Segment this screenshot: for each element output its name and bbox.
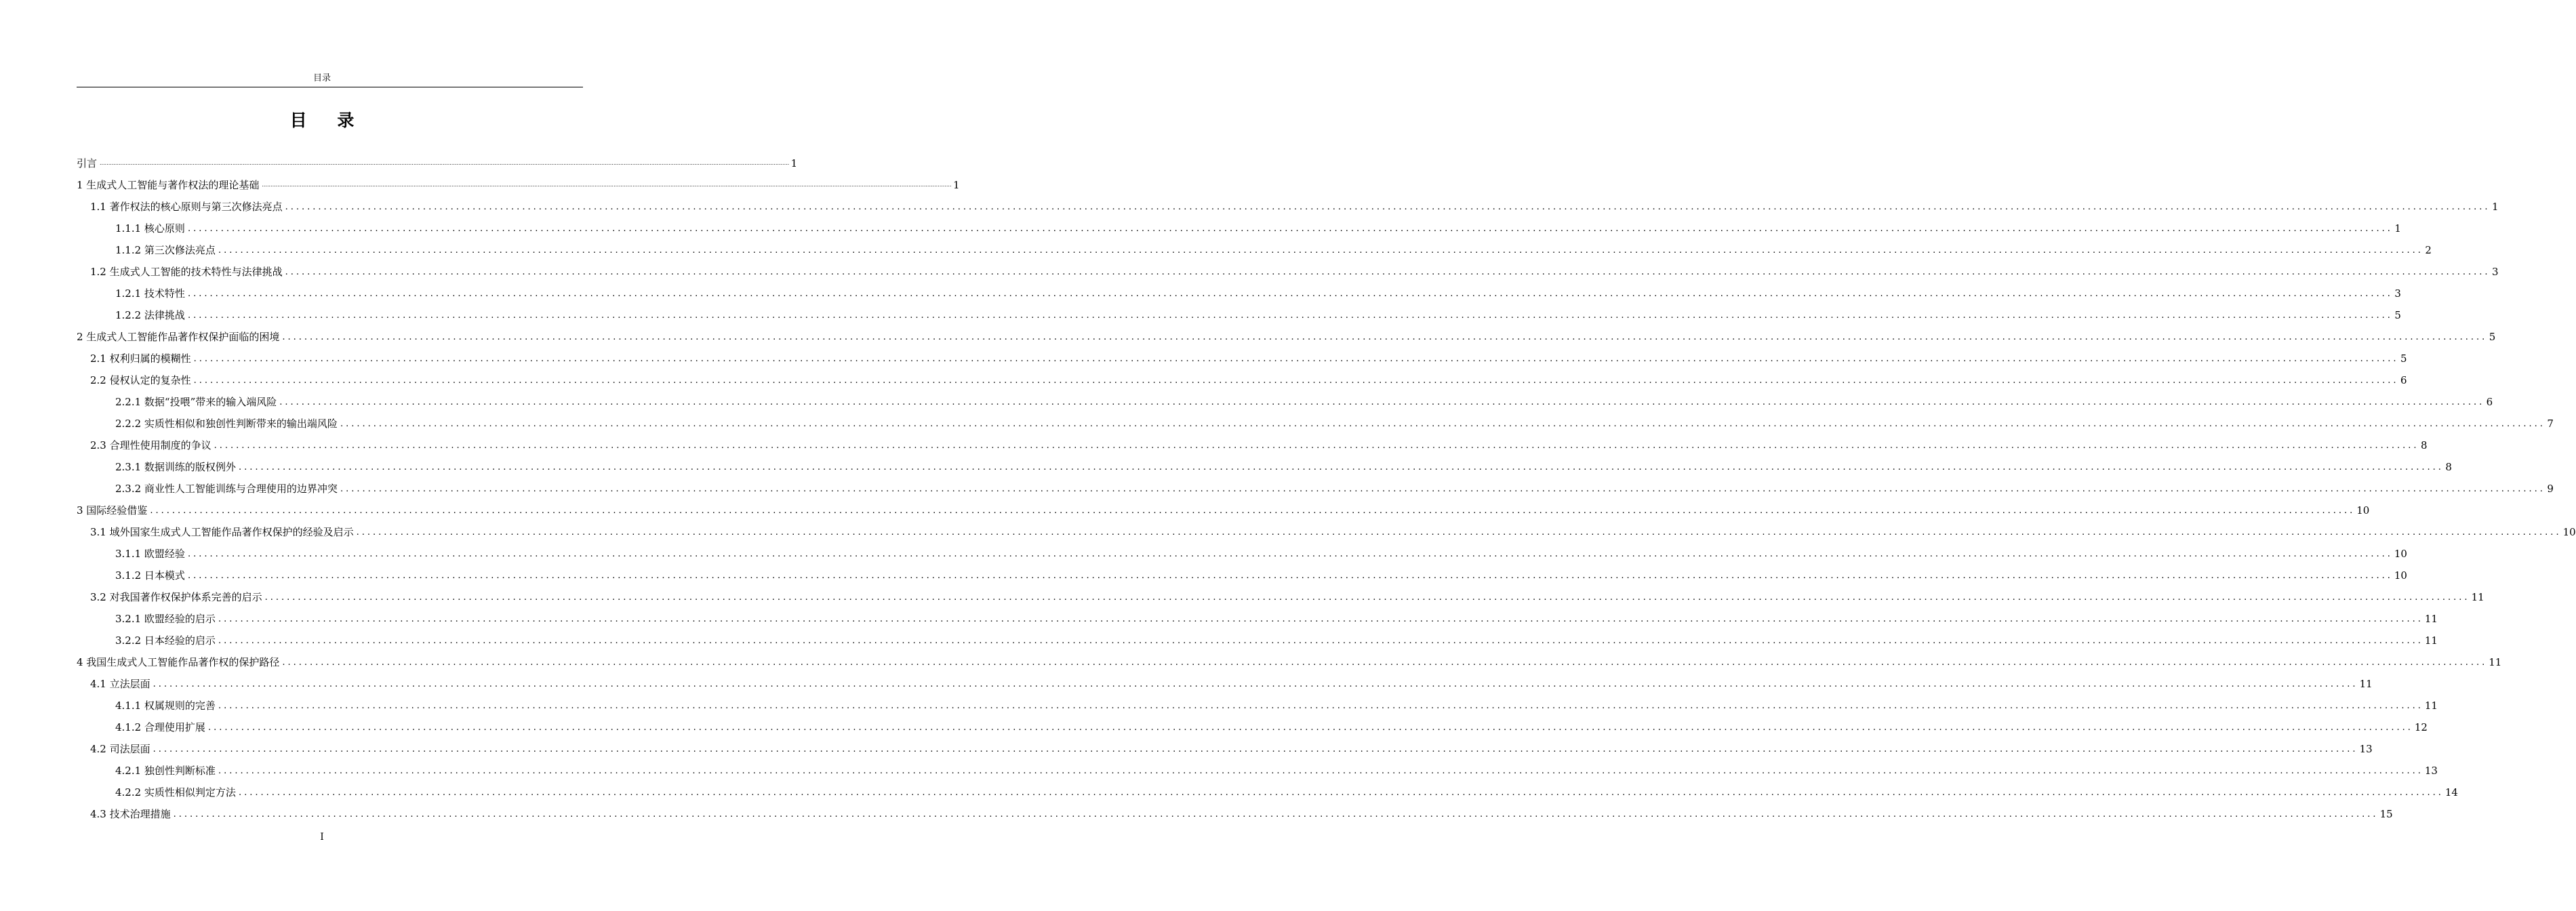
dot-leader: ................................................................................................................................................................................................................................................................................................................................................................................................................: [218, 614, 2423, 624]
toc-entry[interactable]: [77, 714, 2428, 736]
toc-entry[interactable]: [77, 281, 2401, 302]
toc-entry-label: 4.2.1 独创性判断标准: [115, 765, 216, 777]
toc-entry-label: 3.2 对我国著作权保护体系完善的启示: [90, 591, 262, 603]
dot-leader: ................................................................................................................................................................................................................................................................................................................................................................................................................: [100, 160, 790, 166]
toc-entry-page: 13: [2424, 765, 2438, 777]
toc-entry[interactable]: [77, 541, 2407, 563]
toc-entry[interactable]: [77, 628, 2438, 649]
toc-entry-label: 4.1 立法层面: [90, 678, 150, 690]
toc-entry-page: 11: [2424, 634, 2438, 647]
dot-leader: ................................................................................................................................................................................................................................................................................................................................................................................................................: [238, 462, 2444, 472]
toc-entry[interactable]: [77, 671, 2373, 693]
dot-leader: ................................................................................................................................................................................................................................................................................................................................................................................................................: [218, 636, 2423, 646]
toc-entry-label: 3 国际经验借鉴: [77, 504, 148, 517]
dot-leader: ................................................................................................................................................................................................................................................................................................................................................................................................................: [193, 376, 2399, 386]
toc-entry[interactable]: [77, 150, 798, 172]
toc-entry-label: 4.1.2 合理使用扩展: [115, 721, 205, 733]
toc-entry-page: 10: [2394, 569, 2407, 582]
toc-entry-page: 1: [952, 179, 960, 191]
toc-entry-page: 1: [2394, 222, 2401, 235]
toc-entry[interactable]: [77, 693, 2438, 714]
toc-entry-page: 3: [2492, 266, 2499, 278]
toc-entry[interactable]: [77, 801, 2393, 823]
dot-leader: ................................................................................................................................................................................................................................................................................................................................................................................................................: [285, 202, 2491, 212]
toc-entry-page: 2: [2425, 244, 2432, 256]
dot-leader: ................................................................................................................................................................................................................................................................................................................................................................................................................: [279, 397, 2485, 407]
toc-entry-page: 10: [2356, 504, 2370, 517]
toc-entry-label: 3.1.1 欧盟经验: [115, 548, 185, 560]
toc-entry-page: 11: [2471, 591, 2484, 603]
dot-leader: ................................................................................................................................................................................................................................................................................................................................................................................................................: [193, 354, 2399, 364]
toc-entry-page: 1: [790, 157, 798, 169]
toc-entry-label: 3.1 域外国家生成式人工智能作品著作权保护的经验及启示: [90, 526, 354, 538]
toc-entry[interactable]: [77, 259, 2499, 281]
toc-entry-label: 2.3.2 商业性人工智能训练与合理使用的边界冲突: [115, 483, 338, 495]
toc-entry[interactable]: [77, 649, 2502, 671]
toc-entry-label: 1 生成式人工智能与著作权法的理论基础: [77, 179, 260, 191]
toc-entry-label: 1.2 生成式人工智能的技术特性与法律挑战: [90, 266, 283, 278]
dot-leader: ................................................................................................................................................................................................................................................................................................................................................................................................................: [218, 766, 2423, 776]
toc-entry-page: 6: [2486, 396, 2493, 408]
toc-entry-page: 7: [2547, 418, 2554, 430]
dot-leader: ................................................................................................................................................................................................................................................................................................................................................................................................................: [150, 506, 2356, 516]
toc-entry-label: 2.2.1 数据“投喂”带来的输入端风险: [115, 396, 277, 408]
toc-entry-label: 4.2 司法层面: [90, 743, 150, 755]
dot-leader: ................................................................................................................................................................................................................................................................................................................................................................................................................: [340, 419, 2545, 429]
toc-entry-page: 10: [2562, 526, 2576, 538]
toc-entry-page: 3: [2394, 287, 2401, 300]
toc-entry-label: 4 我国生成式人工智能作品著作权的保护路径: [77, 656, 280, 668]
toc-entry-page: 5: [2400, 352, 2407, 365]
dot-leader: ................................................................................................................................................................................................................................................................................................................................................................................................................: [282, 657, 2488, 668]
toc-entry[interactable]: [77, 367, 2407, 389]
dot-leader: ................................................................................................................................................................................................................................................................................................................................................................................................................: [218, 245, 2423, 256]
toc-entry-page: 14: [2444, 786, 2458, 798]
toc-entry-label: 3.2.2 日本经验的启示: [115, 634, 216, 647]
toc-entry-page: 8: [2445, 461, 2452, 473]
toc-entry[interactable]: [77, 324, 2496, 346]
toc-entry-label: 2 生成式人工智能作品著作权保护面临的困境: [77, 331, 280, 343]
toc-entry[interactable]: [77, 194, 2499, 216]
dot-leader: ................................................................................................................................................................................................................................................................................................................................................................................................................: [238, 788, 2444, 798]
dot-leader: ................................................................................................................................................................................................................................................................................................................................................................................................................: [356, 527, 2562, 538]
dot-leader: ................................................................................................................................................................................................................................................................................................................................................................................................................: [285, 267, 2491, 277]
dot-leader: ................................................................................................................................................................................................................................................................................................................................................................................................................: [214, 441, 2419, 451]
toc-entry-label: 1.2.2 法律挑战: [115, 309, 185, 321]
running-header: 目录: [313, 73, 331, 83]
toc-entry-page: 11: [2424, 613, 2438, 625]
toc-entry[interactable]: [77, 172, 960, 194]
toc-entry-label: 引言: [77, 157, 98, 169]
dot-leader: ................................................................................................................................................................................................................................................................................................................................................................................................................: [282, 332, 2488, 342]
toc-entry[interactable]: [77, 389, 2493, 411]
toc-entry-label: 2.2.2 实质性相似和独创性判断带来的输出端风险: [115, 418, 338, 430]
dot-leader: ................................................................................................................................................................................................................................................................................................................................................................................................................: [262, 182, 952, 188]
toc-entry-label: 4.2.2 实质性相似判定方法: [115, 786, 236, 798]
toc-entry[interactable]: [77, 454, 2452, 476]
toc-entry[interactable]: [77, 346, 2407, 367]
toc-entry-label: 2.1 权利归属的模糊性: [90, 352, 191, 365]
dot-leader: ................................................................................................................................................................................................................................................................................................................................................................................................................: [207, 723, 2413, 733]
toc-entry-label: 4.1.1 权属规则的完善: [115, 700, 216, 712]
toc-entry[interactable]: [77, 411, 2554, 432]
toc-entry-page: 6: [2400, 374, 2407, 386]
dot-leader: ................................................................................................................................................................................................................................................................................................................................................................................................................: [187, 571, 2393, 581]
toc-entry-page: 9: [2547, 483, 2554, 495]
toc-entry[interactable]: [77, 736, 2373, 758]
toc-entry-page: 5: [2394, 309, 2401, 321]
toc-entry-page: 5: [2489, 331, 2496, 343]
dot-leader: ................................................................................................................................................................................................................................................................................................................................................................................................................: [187, 224, 2393, 234]
toc-entry-label: 4.3 技术治理措施: [90, 808, 171, 820]
toc-entry-page: 10: [2394, 548, 2407, 560]
toc-entry-page: 1: [2492, 201, 2499, 213]
toc-entry[interactable]: [77, 498, 2370, 519]
toc-entry-label: 1.1 著作权法的核心原则与第三次修法亮点: [90, 201, 283, 213]
toc-entry[interactable]: [77, 758, 2438, 780]
page-number: I: [320, 832, 324, 843]
toc-entry-label: 1.2.1 技术特性: [115, 287, 185, 300]
toc-entry-label: 1.1.2 第三次修法亮点: [115, 244, 216, 256]
toc-entry-label: 2.2 侵权认定的复杂性: [90, 374, 191, 386]
dot-leader: ................................................................................................................................................................................................................................................................................................................................................................................................................: [264, 592, 2470, 603]
toc-entry[interactable]: [77, 216, 2401, 237]
toc-entry-page: 13: [2359, 743, 2373, 755]
dot-leader: ................................................................................................................................................................................................................................................................................................................................................................................................................: [153, 744, 2358, 754]
toc-entry[interactable]: [77, 302, 2401, 324]
dot-leader: ................................................................................................................................................................................................................................................................................................................................................................................................................: [340, 484, 2545, 494]
toc-entry-page: 12: [2414, 721, 2428, 733]
toc-entry-label: 1.1.1 核心原则: [115, 222, 185, 235]
toc-entry-page: 15: [2379, 808, 2393, 820]
toc-entry-page: 11: [2359, 678, 2373, 690]
dot-leader: ................................................................................................................................................................................................................................................................................................................................................................................................................: [173, 809, 2379, 819]
toc-entry-page: 11: [2424, 700, 2438, 712]
toc-entry[interactable]: [77, 432, 2428, 454]
dot-leader: ................................................................................................................................................................................................................................................................................................................................................................................................................: [218, 701, 2423, 711]
toc-entry-label: 2.3.1 数据训练的版权例外: [115, 461, 236, 473]
toc-entry[interactable]: [77, 519, 2576, 541]
toc-entry[interactable]: [77, 584, 2484, 606]
toc-entry[interactable]: [77, 237, 2432, 259]
toc-entry-label: 3.2.1 欧盟经验的启示: [115, 613, 216, 625]
toc-entry-label: 2.3 合理性使用制度的争议: [90, 439, 212, 451]
toc-title: 目 录: [289, 110, 367, 130]
dot-leader: ................................................................................................................................................................................................................................................................................................................................................................................................................: [187, 310, 2393, 321]
toc-entry-page: 11: [2489, 656, 2502, 668]
toc-entry-page: 8: [2421, 439, 2428, 451]
dot-leader: ................................................................................................................................................................................................................................................................................................................................................................................................................: [187, 289, 2393, 299]
table-of-contents: [77, 150, 2576, 823]
toc-entry-label: 3.1.2 日本模式: [115, 569, 185, 582]
toc-entry[interactable]: [77, 563, 2407, 584]
toc-entry[interactable]: [77, 606, 2438, 628]
dot-leader: ................................................................................................................................................................................................................................................................................................................................................................................................................: [187, 549, 2393, 559]
toc-entry[interactable]: [77, 780, 2458, 801]
dot-leader: ................................................................................................................................................................................................................................................................................................................................................................................................................: [153, 679, 2358, 689]
toc-entry[interactable]: [77, 476, 2554, 498]
